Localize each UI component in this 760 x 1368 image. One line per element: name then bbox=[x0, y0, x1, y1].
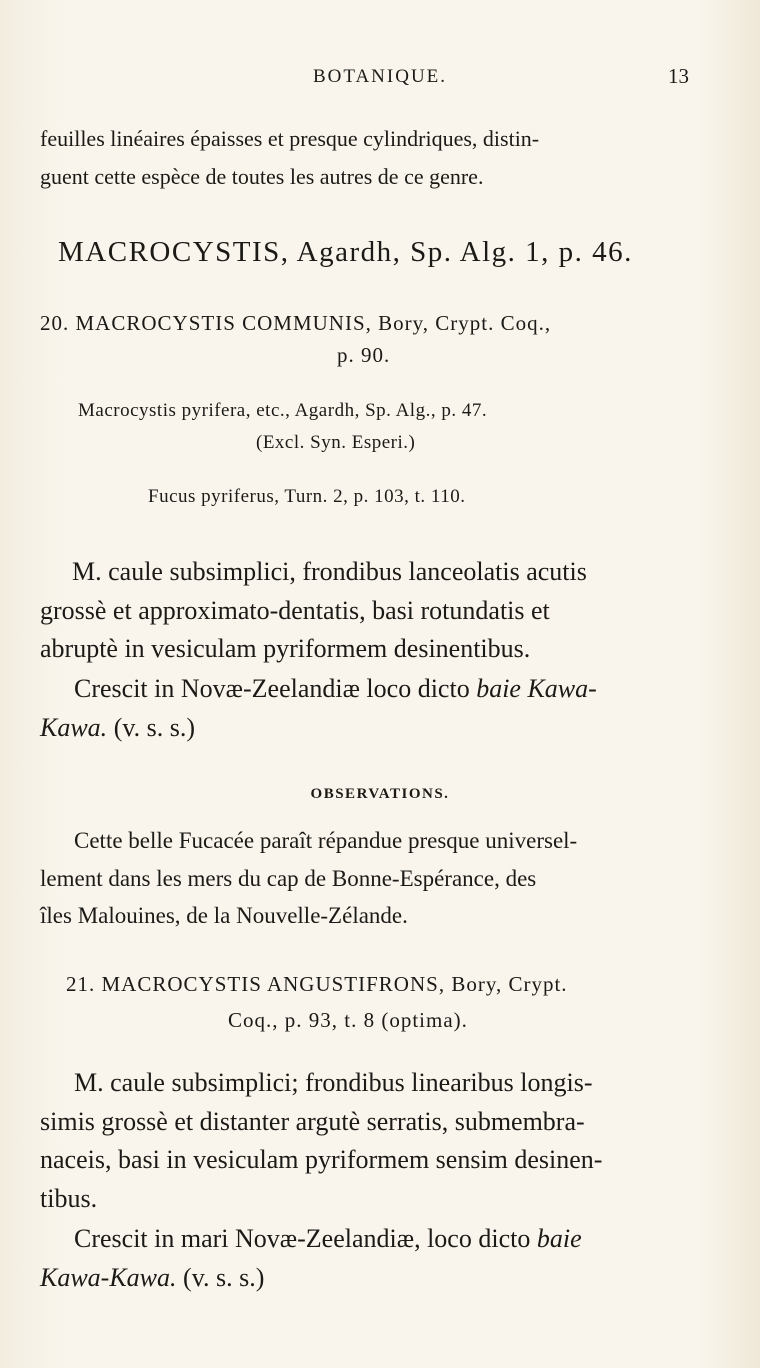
habitat-21-line-2: Kawa-Kawa. (v. s. s.) bbox=[40, 1263, 265, 1292]
species-20-heading: 20. MACROCYSTIS COMMUNIS, Bory, Crypt. Coq., bbox=[40, 311, 552, 335]
species-20-heading-cont: p. 90. bbox=[337, 343, 391, 367]
diagnosis-20-line-2: grossè et approximato-dentatis, basi rotundatis et bbox=[40, 596, 550, 625]
synonym-exclusion: (Excl. Syn. Esperi.) bbox=[256, 432, 416, 453]
observations-line-3: îles Malouines, de la Nouvelle-Zélande. bbox=[40, 903, 408, 928]
running-head: BOTANIQUE. bbox=[312, 66, 448, 87]
synonym-macrocystis-pyrifera: Macrocystis pyrifera, etc., Agardh, Sp. Alg., p. 47. bbox=[78, 400, 488, 421]
diagnosis-21-line-4: tibus. bbox=[40, 1184, 98, 1213]
diagnosis-20-line-3: abruptè in vesiculam pyriformem desinentibus. bbox=[40, 634, 531, 663]
habitat-20-line-1: Crescit in Novæ-Zeelandiæ loco dicto baie Kawa- bbox=[74, 674, 597, 703]
observations-line-1: Cette belle Fucacée paraît répandue presque universel- bbox=[74, 828, 578, 853]
habitat-20-line-2: Kawa. (v. s. s.) bbox=[40, 713, 196, 742]
diagnosis-21-line-3: naceis, basi in vesiculam pyriformem sensim desinen- bbox=[40, 1145, 603, 1174]
observations-line-2: lement dans les mers du cap de Bonne-Espérance, des bbox=[40, 866, 537, 891]
diagnosis-20-line-1: M. caule subsimplici, frondibus lanceolatis acutis bbox=[72, 557, 587, 586]
synonym-fucus-pyriferus: Fucus pyriferus, Turn. 2, p. 103, t. 110. bbox=[148, 486, 466, 507]
intro-line-1: feuilles linéaires épaisses et presque cylindriques, distin- bbox=[40, 126, 540, 151]
intro-line-2: guent cette espèce de toutes les autres de ce genre. bbox=[40, 164, 484, 189]
species-21-heading-cont: Coq., p. 93, t. 8 (optima). bbox=[228, 1008, 468, 1032]
species-21-heading: 21. MACROCYSTIS ANGUSTIFRONS, Bory, Crypt. bbox=[66, 972, 568, 996]
diagnosis-21-line-1: M. caule subsimplici; frondibus linearibus longis- bbox=[74, 1068, 593, 1097]
page-number: 13 bbox=[668, 64, 689, 88]
observations-heading: OBSERVATIONS. bbox=[310, 786, 450, 802]
habitat-21-line-1: Crescit in mari Novæ-Zeelandiæ, loco dicto baie bbox=[74, 1224, 582, 1253]
genus-heading: MACROCYSTIS, Agardh, Sp. Alg. 1, p. 46. bbox=[58, 236, 633, 268]
diagnosis-21-line-2: simis grossè et distanter argutè serratis, submembra- bbox=[40, 1107, 585, 1136]
